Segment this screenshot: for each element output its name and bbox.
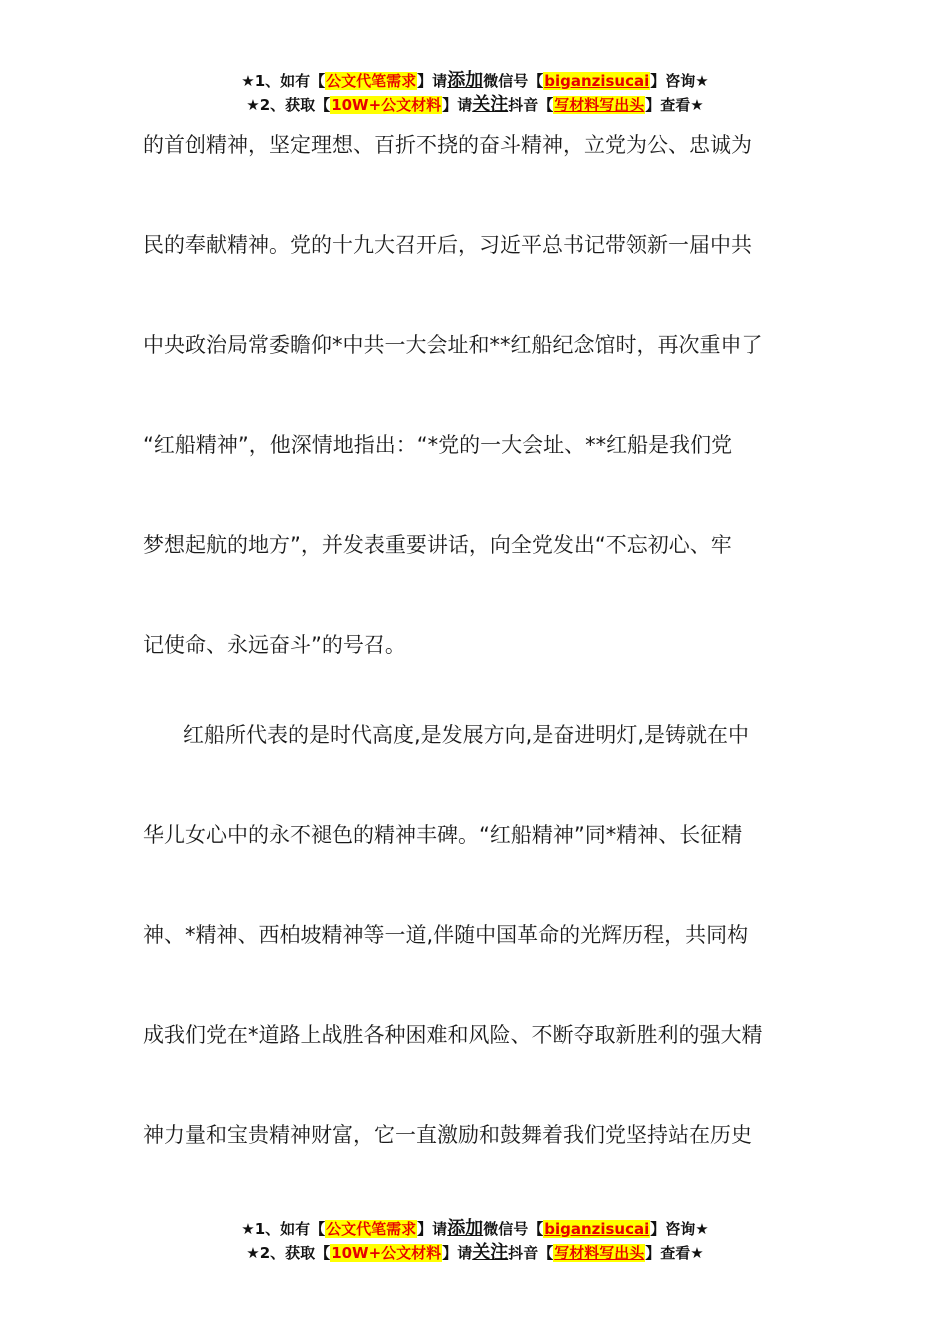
body-line: 华儿女心中的永不褪色的精神丰碑。“红船精神”同*精神、长征精: [143, 823, 743, 847]
banner-text: ★1、如有【: [241, 1220, 326, 1238]
body-line: 中央政治局常委瞻仰*中共一大会址和**红船纪念馆时，再次重申了: [143, 333, 763, 357]
banner-text: 】请: [417, 72, 448, 90]
body-line: 神、*精神、西柏坡精神等一道,伴随中国革命的光辉历程，共同构: [143, 923, 749, 947]
banner-text: 】查看★: [645, 1244, 704, 1262]
banner-text: ★1、如有【: [241, 72, 326, 90]
body-line: 记使命、永远奋斗”的号召。: [143, 633, 406, 657]
banner-emphasis: 关注: [472, 94, 509, 115]
body-line: 民的奉献精神。党的十九大召开后，习近平总书记带领新一届中共: [143, 233, 752, 257]
banner-highlight: 10W+公文材料: [331, 96, 442, 114]
body-line: 的首创精神，坚定理想、百折不挠的奋斗精神，立党为公、忠诚为: [143, 133, 752, 157]
banner-text: 】请: [442, 96, 473, 114]
banner-douyin-id: 写材料写出头: [554, 96, 645, 114]
banner-highlight: 公文代笔需求: [326, 1220, 417, 1238]
banner-highlight: 公文代笔需求: [326, 72, 417, 90]
banner-emphasis: 添加: [447, 70, 484, 91]
banner-wechat-id: biganzisucai: [544, 72, 650, 90]
banner-text: 】请: [442, 1244, 473, 1262]
body-line: 神力量和宝贵精神财富，它一直激励和鼓舞着我们党坚持站在历史: [143, 1123, 752, 1147]
banner-line-1: [0, 69, 950, 93]
body-line: 成我们党在*道路上战胜各种困难和风险、不断夺取新胜利的强大精: [143, 1023, 763, 1047]
banner-text: 】咨询★: [650, 72, 709, 90]
banner-line-2: [0, 93, 950, 117]
paragraph-start-line: 红船所代表的是时代高度,是发展方向,是奋进明灯,是铸就在中: [183, 723, 750, 747]
banner-text: 】查看★: [645, 96, 704, 114]
banner-text: 】请: [417, 1220, 448, 1238]
header-banner: [0, 69, 950, 117]
banner-highlight: 10W+公文材料: [331, 1244, 442, 1262]
banner-line-2: [0, 1241, 950, 1265]
banner-line-1: [0, 1217, 950, 1241]
document-body: [143, 130, 807, 1220]
banner-emphasis: 关注: [472, 1242, 509, 1263]
banner-emphasis: 添加: [447, 1218, 484, 1239]
banner-text: 微信号【: [483, 72, 544, 90]
body-line: 梦想起航的地方”，并发表重要讲话，向全党发出“不忘初心、牢: [143, 533, 732, 557]
banner-text: 抖音【: [508, 96, 554, 114]
banner-text: 抖音【: [508, 1244, 554, 1262]
banner-text: 微信号【: [483, 1220, 544, 1238]
banner-text: ★2、获取【: [246, 1244, 331, 1262]
banner-text: ★2、获取【: [246, 96, 331, 114]
body-line: “红船精神”，他深情地指出：“*党的一大会址、**红船是我们党: [143, 433, 733, 457]
banner-douyin-id: 写材料写出头: [554, 1244, 645, 1262]
banner-text: 】咨询★: [650, 1220, 709, 1238]
footer-banner: [0, 1217, 950, 1265]
banner-wechat-id: biganzisucai: [544, 1220, 650, 1238]
